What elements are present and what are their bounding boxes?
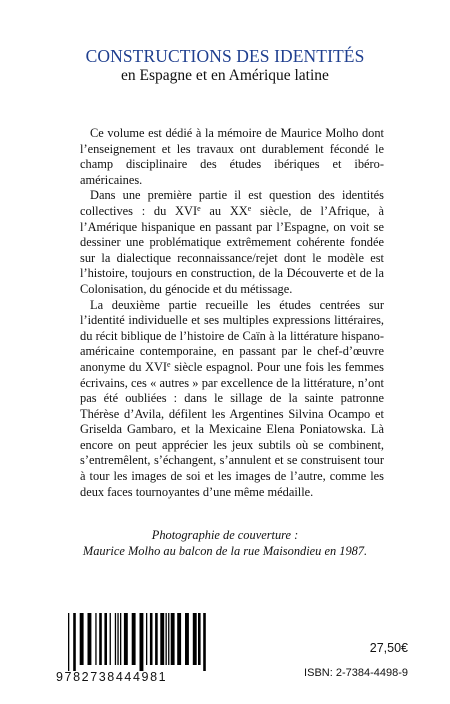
barcode-bar (80, 613, 84, 665)
barcode-bars (56, 613, 252, 671)
barcode-bar (73, 613, 76, 671)
price: 27,50€ (369, 641, 408, 655)
blurb-paragraph-3: La deuxième partie recueille les études centrées sur l’identité individuelle et ses multiples expressions littéraires, du récit biblique de l’histoire de Caïn à la littérature hispano-américaine contemporaine, en passant par le chef-d’œuvre anonyme du XVIe siècle espagnol. Pour une fois les femmes écrivains, ces « autres » par excellence de la littérature, n’ont pas été oubliées : dans le sillage de la sainte patronne Thérèse d’Avila, défilent les Argentines Silvina Ocampo et Griselda Gambaro, et la Mexicaine Elena Poniatowska. Là encore on peut apprécier les jeux subtils où se combinent, s’entremêlent, s’échangent, s’annulent et se construisent tour à tour les images de soi et les images de l’autre, comme les deux faces tournoyantes d’une même médaille. (80, 297, 384, 499)
barcode-digits: 9782738444981 (56, 670, 168, 684)
barcode-bar (140, 613, 144, 671)
barcode-bar (124, 613, 128, 665)
barcode-bar (193, 613, 197, 665)
barcode-bar (171, 613, 175, 665)
barcode-bar (166, 613, 167, 665)
barcode-bar (185, 613, 189, 665)
blurb-paragraph-1: Ce volume est dédié à la mémoire de Maurice Molho dont l’enseignement et les travaux ont durablement fécondé le champ disciplinaire des études ibériques et ibéro-américaines. (80, 126, 384, 187)
barcode-bar (68, 613, 69, 671)
book-title: CONSTRUCTIONS DES IDENTITÉS (85, 46, 365, 66)
barcode-bar (177, 613, 181, 665)
barcode-bar (198, 613, 201, 665)
barcode-bar (160, 613, 164, 665)
barcode-bar (132, 613, 136, 665)
blurb (80, 126, 384, 500)
barcode (56, 613, 252, 683)
caption-line-1: Photographie de couverture : (151, 528, 299, 542)
barcode-bar (88, 613, 92, 665)
cover-photo-caption (0, 527, 450, 559)
barcode-bar (99, 613, 102, 665)
barcode-bar (203, 613, 206, 671)
book-subtitle: en Espagne et en Amérique latine (121, 67, 329, 84)
barcode-bar (115, 613, 116, 665)
barcode-bar (104, 613, 107, 665)
caption-line-2: Maurice Molho au balcon de la rue Maisondieu en 1987. (82, 544, 368, 558)
barcode-bar (95, 613, 96, 665)
barcode-bar (168, 613, 169, 665)
barcode-bar (155, 613, 158, 665)
barcode-bar (117, 613, 118, 665)
barcode-bar (120, 613, 121, 665)
barcode-bar (110, 613, 111, 665)
isbn: ISBN: 2-7384-4498-9 (304, 667, 408, 679)
blurb-paragraph-2: Dans une première partie il est question des identités collectives : du XVIe au XXe siècle, de l’Afrique, à l’Amérique hispanique en passant par l’Espagne, on voit se dessiner une problématique extrêmement cohérente fondée sur la dialectique reconnaissance/rejet dont le modèle est l’histoire, toujours en construction, de la Découverte et de la Colonisation, du génocide et du métissage. (80, 188, 384, 296)
barcode-bar (150, 613, 153, 665)
barcode-bar (146, 613, 147, 665)
